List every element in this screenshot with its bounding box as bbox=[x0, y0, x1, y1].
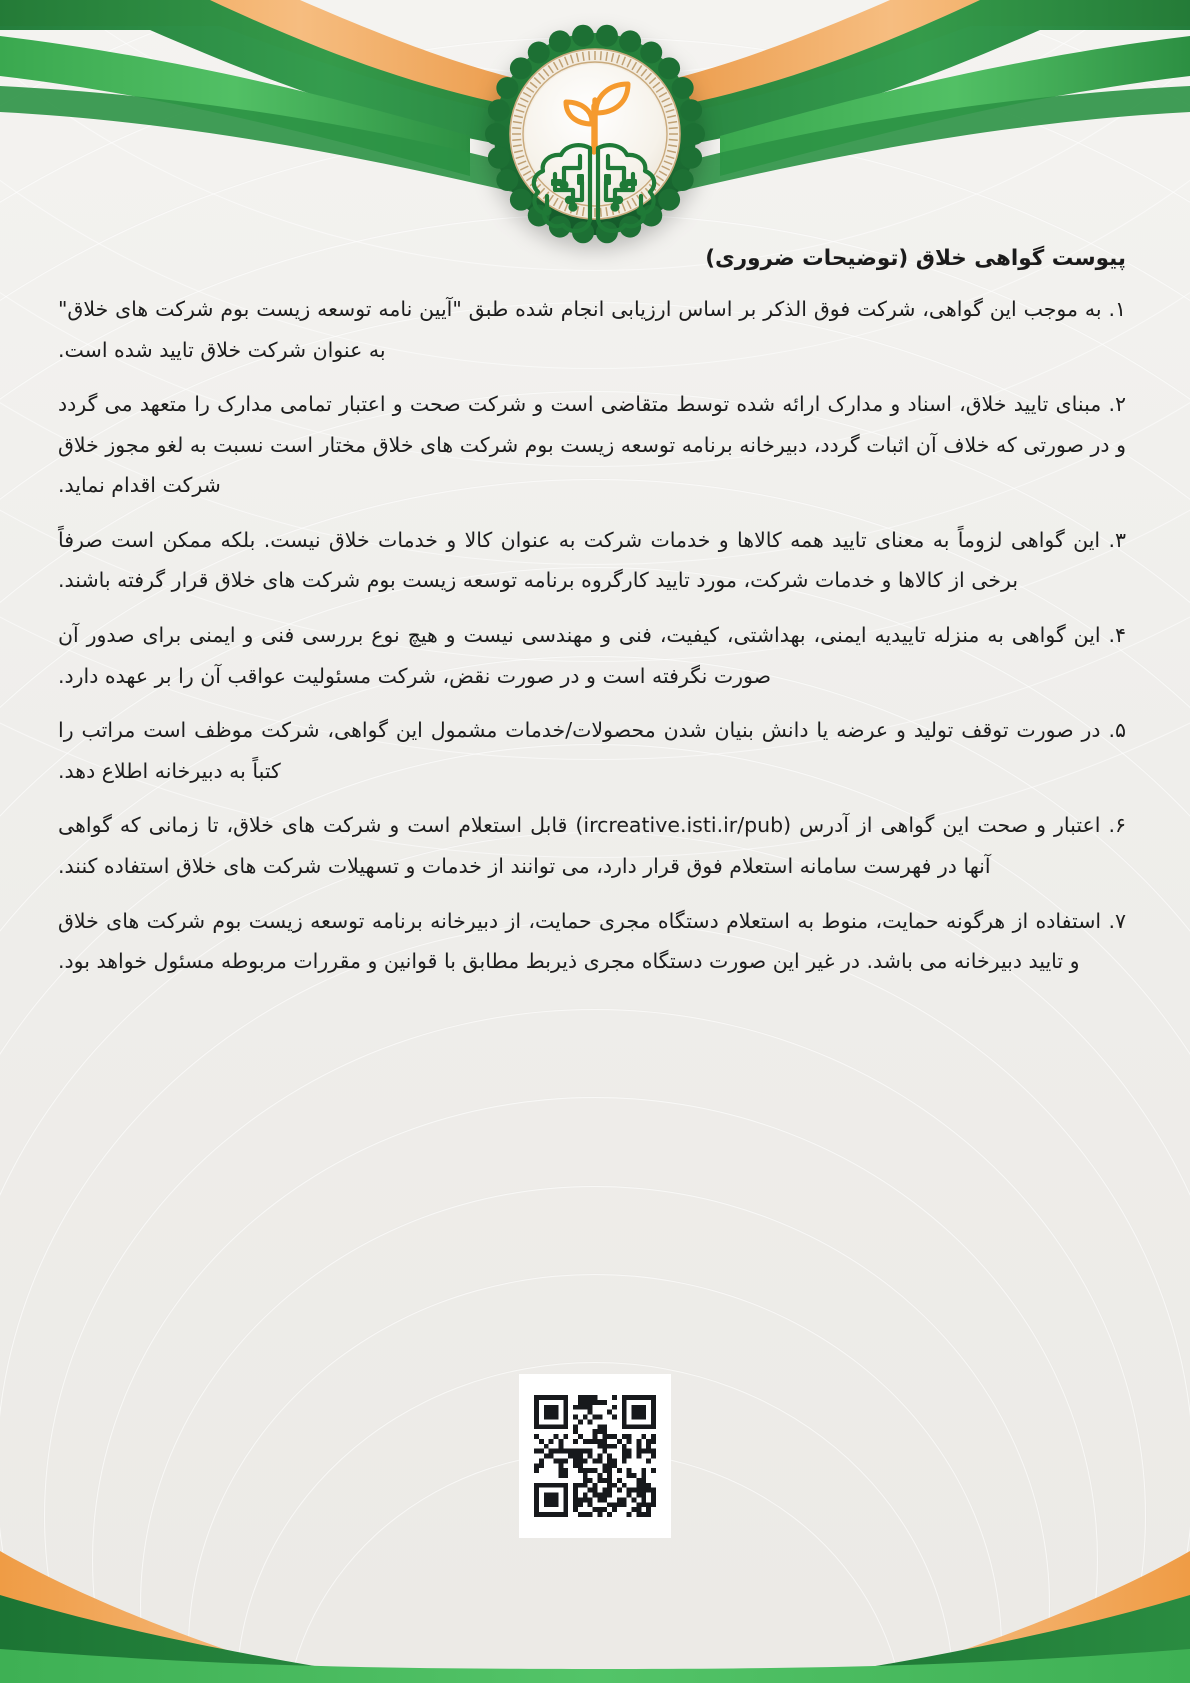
clause-6-text-after: ) قابل استعلام است و شرکت های خلاق، تا زمانی که گواهی آنها در فهرست سامانه استعلام فوق قرار دارد، می توانند از خدمات و تسهیلات شرکت های خلاق استفاده کنند. bbox=[58, 813, 991, 878]
clause-6 bbox=[58, 805, 1126, 886]
clause-5: ۵. در صورت توقف تولید و عرضه یا دانش بنیان شدن محصولات/خدمات مشمول این گواهی، شرکت موظف است مراتب را کتباً به دبیرخانه اطلاع دهد. bbox=[58, 718, 1126, 783]
clause-4: ۴. این گواهی به منزله تاییدیه ایمنی، بهداشتی، کیفیت، فنی و مهندسی نیست و هیچ نوع بررسی فنی و ایمنی برای صدور آن صورت نگرفته است و در صورت نقض، شرکت مسئولیت عواقب آن را بر عهده دارد. bbox=[58, 623, 1126, 688]
clause-7: ۷. استفاده از هرگونه حمایت، منوط به استعلام دستگاه مجری حمایت، از دبیرخانه برنامه توسعه زیست بوم شرکت های خلاق و تایید دبیرخانه می باشد. در غیر این صورت دستگاه مجری ذیربط مطابق با قوانین و مقررات مربوطه مسئول خواهد بود. bbox=[58, 908, 1126, 974]
creative-company-seal bbox=[485, 24, 705, 258]
clause-2: ۲. مبنای تایید خلاق، اسناد و مدارک ارائه شده توسط متقاضی است و شرکت صحت و اعتبار تمامی مدارک را متعهد می گردد و در صورتی که خلاف آن اثبات گردد، دبیرخانه برنامه توسعه زیست بوم شرکت های خلاق مختار است نسبت به لغو مجوز خلاق شرکت اقدام نماید. bbox=[58, 392, 1126, 498]
certificate-body bbox=[0, 246, 1190, 996]
clause-3: ۳. این گواهی لزوماً به معنای تایید همه کالاها و خدمات شرکت به عنوان کالا و خدمات خلاق نیست. بلکه ممکن است صرفاً برخی از کالاها و خدمات شرکت، مورد تایید کارگروه برنامه توسعه زیست بوم شرکت های خلاق قرار گرفته باشند. bbox=[58, 527, 1126, 593]
verification-qr-code[interactable] bbox=[519, 1374, 671, 1538]
qr-code-image bbox=[534, 1395, 656, 1517]
bottom-ribbon-decoration bbox=[0, 1533, 1190, 1683]
verification-url: ircreative.isti.ir/pub bbox=[583, 813, 784, 838]
clause-6-text-before: ۶. اعتبار و صحت این گواهی از آدرس ( bbox=[783, 813, 1126, 838]
page-title: پیوست گواهی خلاق (توضیحات ضروری) bbox=[705, 246, 1126, 271]
clause-1: ۱. به موجب این گواهی، شرکت فوق الذکر بر اساس ارزیابی انجام شده طبق "آیین نامه توسعه زیست بوم شرکت های خلاق" به عنوان شرکت خلاق تایید شده است. bbox=[58, 297, 1126, 362]
